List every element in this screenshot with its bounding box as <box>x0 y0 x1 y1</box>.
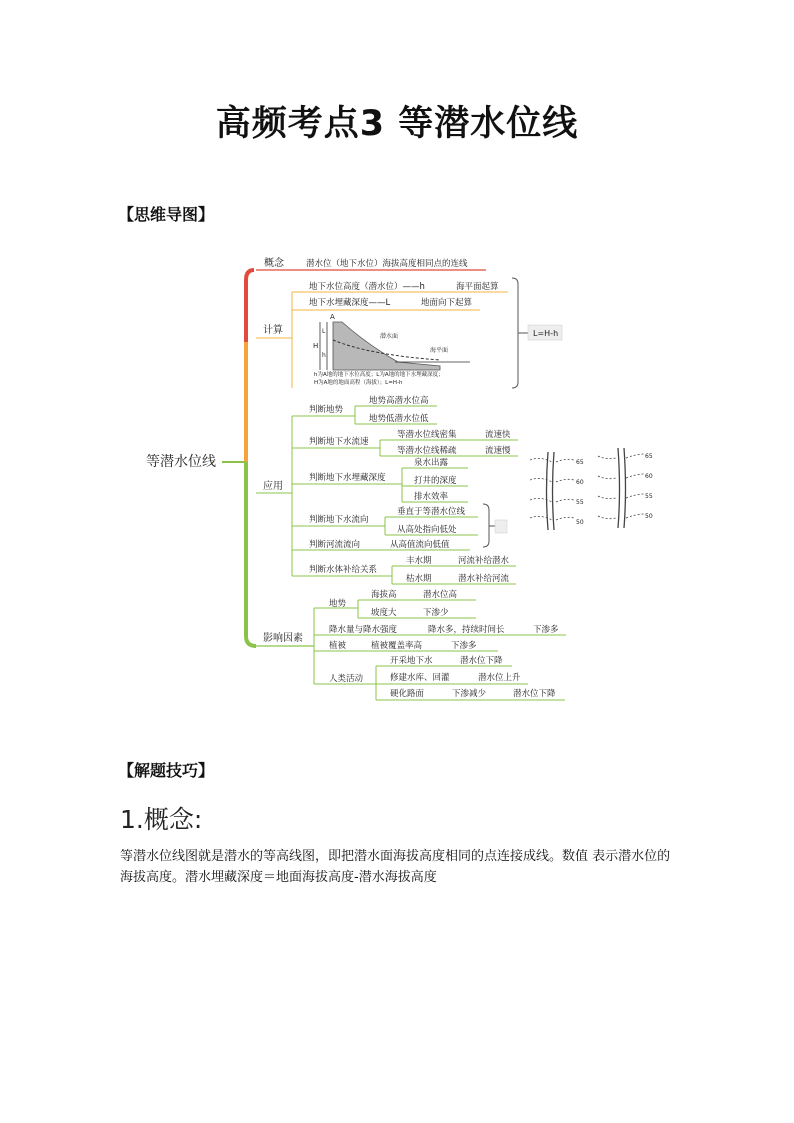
tips-paragraph: 等潜水位线图就是潜水的等高线图，即把潜水面海拔高度相同的点连接成线。数值 表示潜水位的海拔高度。潜水埋藏深度＝地面海拔高度-潜水海拔高度 <box>120 849 671 885</box>
factors-veg-a: 植被 <box>329 641 347 651</box>
factors-rain-c: 下渗多 <box>533 625 559 635</box>
contour-diagram-left <box>530 452 584 530</box>
factors-human-row-3-c: 潜水位下降 <box>513 689 556 699</box>
factors-rain-a: 降水量与降水强度 <box>329 625 398 635</box>
apply-terrain-item-1: 地势高潜水位高 <box>369 396 429 406</box>
page-title: 高频考点3 等潜水位线 <box>215 104 579 144</box>
apply-speed-item-1-a: 等潜水位线密集 <box>397 430 457 440</box>
apply-depth-item-1: 泉水出露 <box>414 458 449 468</box>
factors-terrain-row-1-b: 潜水位高 <box>423 590 458 600</box>
calc-row2-a: 地下水埋藏深度——L <box>309 298 391 308</box>
section-tips-heading: 【解题技巧】 <box>118 761 215 780</box>
svg-text:A: A <box>330 313 335 321</box>
svg-text:海平面: 海平面 <box>430 347 449 354</box>
section-mind-map-heading: 【思维导图】 <box>118 205 215 224</box>
apply-terrain-item-2: 地势低潜水位低 <box>369 414 429 424</box>
factors-human-row-3-a: 硬化路面 <box>390 689 425 699</box>
concept-branch-bar <box>246 270 254 342</box>
concept-label: 概念 <box>264 258 284 269</box>
factors-human-row-2-a: 修建水库、回灌 <box>390 673 450 683</box>
factors-terrain-row-2-b: 下渗少 <box>423 608 449 618</box>
svg-text:潜水面: 潜水面 <box>380 333 399 340</box>
contour-diagram-right <box>598 448 653 528</box>
factors-terrain-row-2-a: 坡度大 <box>371 608 397 618</box>
apply-flow-item-1: 垂直于等潜水位线 <box>397 507 466 517</box>
svg-text:55: 55 <box>645 493 653 500</box>
apply-speed-label: 判断地下水流速 <box>309 437 369 447</box>
apply-branch-bar <box>246 462 256 646</box>
calc-row1-b: 海平面起算 <box>456 282 499 292</box>
svg-text:h: h <box>322 352 326 359</box>
svg-text:65: 65 <box>645 453 653 460</box>
calc-caption-2: H为A地的地面高程（海拔）；L=H-h <box>314 380 403 386</box>
calc-formula: L=H-h <box>533 329 559 338</box>
root-label: 等潜水位线 <box>146 454 216 470</box>
factors-terrain-label: 地势 <box>329 599 347 609</box>
calc-row2-b: 地面向下起算 <box>421 298 473 308</box>
apply-recharge-item-1-b: 河流补给潜水 <box>458 556 510 566</box>
factors-human-row-1-a: 开采地下水 <box>390 656 433 666</box>
apply-speed-item-1-b: 流速快 <box>485 430 511 440</box>
factors-human-row-1-b: 潜水位下降 <box>460 656 503 666</box>
factors-rain-b: 降水多，持续时间长 <box>428 625 505 635</box>
factors-human-row-2-b: 潜水位上升 <box>478 673 521 683</box>
factors-veg-c: 下渗多 <box>451 641 477 651</box>
apply-speed-item-2-a: 等潜水位线稀疏 <box>397 446 457 456</box>
svg-text:50: 50 <box>645 513 653 520</box>
svg-text:60: 60 <box>576 479 584 486</box>
groundwater-diagram <box>313 313 470 386</box>
calc-label: 计算 <box>263 325 283 336</box>
tips-subheading: 1.概念: <box>120 805 203 834</box>
svg-text:60: 60 <box>645 473 653 480</box>
apply-recharge-item-2-b: 潜水补给河流 <box>458 574 510 584</box>
apply-recharge-item-2-a: 枯水期 <box>406 574 432 584</box>
apply-flow-label: 判断地下水流向 <box>309 515 369 525</box>
factors-veg-b: 植被覆盖率高 <box>371 641 423 651</box>
apply-label: 应用 <box>263 481 283 492</box>
apply-terrain-label: 判断地势 <box>309 405 344 415</box>
calc-caption-1: h为A地的地下水位高度；L为A地的地下水埋藏深度； <box>314 372 444 378</box>
svg-text:L: L <box>322 328 326 335</box>
concept-text: 潜水位（地下水位）海拔高度相同点的连线 <box>306 259 468 269</box>
svg-text:55: 55 <box>576 499 584 506</box>
factors-label: 影响因素 <box>263 633 303 644</box>
factors-human-label: 人类活动 <box>329 674 364 684</box>
svg-text:65: 65 <box>576 459 584 466</box>
apply-river-label: 判断河流流向 <box>309 540 361 550</box>
factors-terrain-row-1-a: 海拔高 <box>371 590 397 600</box>
calc-row1-a: 地下水位高度（潜水位）——h <box>309 282 425 292</box>
apply-recharge-label: 判断水体补给关系 <box>309 565 378 575</box>
svg-text:H: H <box>313 342 319 350</box>
apply-depth-label: 判断地下水埋藏深度 <box>309 473 386 483</box>
factors-human-row-3-b: 下渗减少 <box>452 689 487 699</box>
apply-recharge-item-1-a: 丰水期 <box>406 556 432 566</box>
apply-speed-item-2-b: 流速慢 <box>485 446 511 456</box>
svg-text:50: 50 <box>576 519 584 526</box>
apply-depth-item-2: 打井的深度 <box>414 476 457 486</box>
apply-river-item: 从高值流向低值 <box>390 540 450 550</box>
apply-depth-item-3: 排水效率 <box>414 492 449 502</box>
apply-flow-item-2: 从高处指向低处 <box>397 525 457 535</box>
